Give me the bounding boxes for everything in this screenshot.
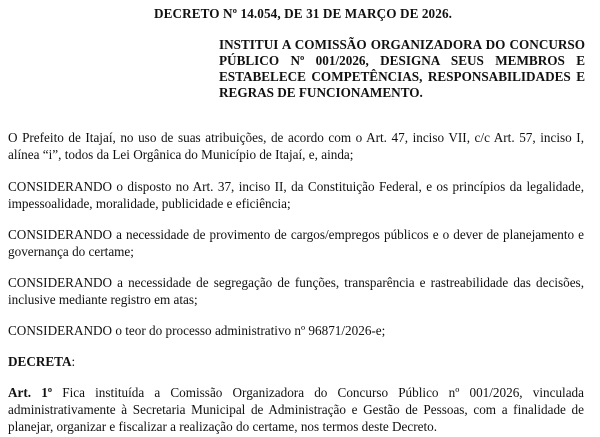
decree-title-text: DECRETO Nº 14.054, DE 31 DE MARÇO DE 2026. [153, 6, 453, 21]
decreta-label: DECRETA [8, 354, 72, 369]
article-1-text: Fica instituída a Comissão Organizadora do Concurso Público nº 001/2026, vinculada administrativamente à Secretaria Municipal de Administração e Gestão de Pessoas, com a finalidade de planejar, organizar e fiscalizar a realização do certame, nos termos deste Decreto. [8, 385, 584, 434]
considerando-paragraph-2: CONSIDERANDO a necessidade de provimento de cargos/empregos públicos e o dever de planejamento e governança do certame; [8, 227, 584, 259]
article-1-paragraph [8, 384, 584, 435]
decreta-heading [8, 353, 584, 370]
decreta-colon: : [71, 354, 76, 369]
considerando-paragraph-1: CONSIDERANDO o disposto no Art. 37, inciso II, da Constituição Federal, e os princípios da legalidade, impessoalidade, moralidade, publicidade e eficiência; [8, 179, 584, 211]
article-1-label: Art. 1º [8, 385, 53, 400]
considerando-paragraph-4: CONSIDERANDO o teor do processo administrativo nº 96871/2026-e; [8, 323, 386, 338]
decree-title [8, 6, 584, 22]
preamble-paragraph: O Prefeito de Itajaí, no uso de suas atribuições, de acordo com o Art. 47, inciso VII, c/c Art. 57, inciso I, alínea “i”, todos da Lei Orgânica do Município de Itajaí, e, ainda; [8, 130, 584, 162]
decree-ementa: INSTITUI A COMISSÃO ORGANIZADORA DO CONCURSO PÚBLICO Nº 001/2026, DESIGNA SEUS MEMBROS E ESTABELECE COMPETÊNCIAS, RESPONSABILIDADES E REGRAS DE FUNCIONAMENTO. [219, 37, 585, 100]
considerando-paragraph-3: CONSIDERANDO a necessidade de segregação de funções, transparência e rastreabilidade das decisões, inclusive mediante registro em atas; [8, 275, 584, 307]
